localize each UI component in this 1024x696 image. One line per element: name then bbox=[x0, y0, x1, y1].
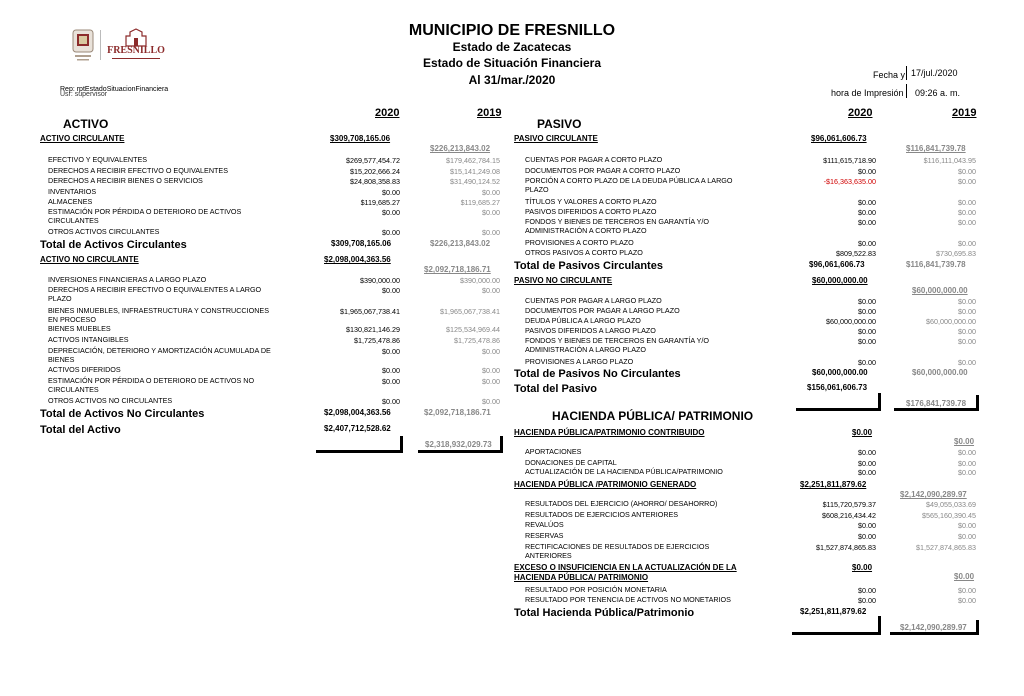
line-value-2020: $0.00 bbox=[382, 228, 400, 237]
hacienda-generado-2019: $2,142,090,289.97 bbox=[900, 490, 967, 499]
total-activo-2019-rule bbox=[418, 450, 502, 453]
fecha-label: Fecha y bbox=[873, 70, 906, 80]
line-label: ACTIVOS INTANGIBLES bbox=[48, 335, 129, 344]
line-value-2019: $0.00 bbox=[482, 228, 500, 237]
line-label: PASIVOS DIFERIDOS A CORTO PLAZO bbox=[525, 207, 657, 216]
line-value-2020: $269,577,454.72 bbox=[346, 156, 400, 165]
pasivo-year-2020: 2020 bbox=[848, 107, 873, 119]
estado-subtitle: Estado de Zacatecas bbox=[452, 40, 572, 54]
line-value-2020: $111,615,718.90 bbox=[823, 156, 876, 165]
line-value-2019: $0.00 bbox=[958, 177, 976, 186]
total-pasivo-2019: $176,841,739.78 bbox=[906, 399, 967, 408]
line-value-2020: $0.00 bbox=[382, 366, 400, 375]
total-hacienda-2019: $2,142,090,289.97 bbox=[900, 623, 967, 632]
total-pasivo-2020: $156,061,606.73 bbox=[807, 383, 868, 392]
line-value-2020: $0.00 bbox=[858, 586, 876, 595]
line-label: OTROS ACTIVOS NO CIRCULANTES bbox=[48, 396, 173, 405]
report-id: Rep: rptEstadoSituacionFinanciera bbox=[60, 86, 169, 93]
activo-circulante-2020: $309,708,165.06 bbox=[330, 134, 391, 143]
total-hacienda-2020-rule-side bbox=[878, 616, 881, 635]
line-label: PROVISIONES A LARGO PLAZO bbox=[525, 357, 634, 366]
pasivo-no-circulante-label: PASIVO NO CIRCULANTE bbox=[514, 276, 613, 285]
line-value-2019: $1,527,874,865.83 bbox=[916, 543, 976, 552]
line-label: FONDOS Y BIENES DE TERCEROS EN GARANTÍA Y/O ADMINISTRACIÓN A CORTO PLAZO bbox=[525, 217, 709, 235]
line-value-2019: $0.00 bbox=[958, 448, 976, 457]
fecha-value: 17/jul./2020 bbox=[911, 68, 958, 78]
line-value-2020: $0.00 bbox=[382, 377, 400, 386]
total-hacienda-2019-rule-side bbox=[976, 620, 979, 635]
line-value-2020: $390,000.00 bbox=[360, 276, 400, 285]
line-value-2019: $31,490,124.52 bbox=[450, 177, 500, 186]
pasivo-no-circulante-2020: $60,000,000.00 bbox=[812, 276, 868, 285]
line-value-2020: $15,202,666.24 bbox=[350, 167, 400, 176]
line-label: DEUDA PÚBLICA A LARGO PLAZO bbox=[525, 316, 641, 325]
line-value-2020: $0.00 bbox=[858, 459, 876, 468]
line-label: RESERVAS bbox=[525, 531, 564, 540]
total-pasivos-circulantes-label: Total de Pasivos Circulantes bbox=[514, 260, 663, 272]
line-label: RESULTADOS DEL EJERCICIO (AHORRO/ DESAHORRO) bbox=[525, 499, 718, 508]
line-value-2020: $1,725,478.86 bbox=[354, 336, 400, 345]
line-value-2020: $0.00 bbox=[382, 397, 400, 406]
municipio-title: MUNICIPIO DE FRESNILLO bbox=[408, 22, 616, 39]
activo-year-2020: 2020 bbox=[375, 107, 400, 119]
line-value-2020: $0.00 bbox=[858, 596, 876, 605]
line-value-2019: $0.00 bbox=[482, 366, 500, 375]
line-value-2019: $0.00 bbox=[482, 208, 500, 217]
total-activos-circulantes-label: Total de Activos Circulantes bbox=[40, 239, 187, 251]
line-value-2019: $0.00 bbox=[958, 307, 976, 316]
line-value-2019: $15,141,249.08 bbox=[450, 167, 500, 176]
line-label: PASIVOS DIFERIDOS A LARGO PLAZO bbox=[525, 326, 656, 335]
total-pasivos-no-circulantes-2020: $60,000,000.00 bbox=[812, 368, 868, 377]
line-value-2019: $0.00 bbox=[958, 297, 976, 306]
pasivo-circulante-label: PASIVO CIRCULANTE bbox=[514, 134, 598, 143]
line-value-2019: $0.00 bbox=[958, 218, 976, 227]
total-activo-2019: $2,318,932,029.73 bbox=[425, 440, 492, 449]
line-label: FONDOS Y BIENES DE TERCEROS EN GARANTÍA Y/O ADMINISTRACIÓN A LARGO PLAZO bbox=[525, 336, 709, 354]
total-pasivo-2019-rule bbox=[894, 408, 978, 411]
report-title: Estado de Situación Financiera bbox=[422, 56, 602, 70]
hora-label: hora de Impresión bbox=[831, 88, 904, 98]
total-pasivos-no-circulantes-label: Total de Pasivos No Circulantes bbox=[514, 368, 681, 380]
total-pasivo-2019-rule-side bbox=[976, 395, 979, 411]
line-label: CUENTAS POR PAGAR A LARGO PLAZO bbox=[525, 296, 662, 305]
line-label: PROVISIONES A CORTO PLAZO bbox=[525, 238, 634, 247]
line-value-2019: $0.00 bbox=[482, 377, 500, 386]
line-value-2020: $0.00 bbox=[382, 188, 400, 197]
line-value-2019: $0.00 bbox=[958, 532, 976, 541]
line-value-2019: $0.00 bbox=[958, 521, 976, 530]
line-value-2019: $0.00 bbox=[958, 198, 976, 207]
line-value-2019: $565,160,390.45 bbox=[922, 511, 976, 520]
hacienda-exceso-label: EXCESO O INSUFICIENCIA EN LA ACTUALIZACIÓN DE LA HACIENDA PÚBLICA/ PATRIMONIO bbox=[514, 563, 737, 582]
line-value-2019: $0.00 bbox=[482, 347, 500, 356]
line-label: OTROS ACTIVOS CIRCULANTES bbox=[48, 227, 160, 236]
line-label: ESTIMACIÓN POR PÉRDIDA O DETERIORO DE ACTIVOS NO CIRCULANTES bbox=[48, 376, 255, 394]
activo-no-circulante-2019: $2,092,718,186.71 bbox=[424, 265, 491, 274]
line-value-2020: $0.00 bbox=[858, 167, 876, 176]
line-value-2020: $1,527,874,865.83 bbox=[816, 543, 876, 552]
line-value-2020: $0.00 bbox=[858, 218, 876, 227]
total-pasivo-label: Total del Pasivo bbox=[514, 383, 597, 395]
line-value-2020: $0.00 bbox=[382, 286, 400, 295]
total-pasivos-circulantes-2020: $96,061,606.73 bbox=[809, 260, 865, 269]
hacienda-contribuido-2020: $0.00 bbox=[852, 428, 873, 437]
line-value-2019: $0.00 bbox=[958, 586, 976, 595]
line-value-2020: $24,808,358.83 bbox=[350, 177, 400, 186]
line-value-2020: $0.00 bbox=[858, 337, 876, 346]
line-value-2020: $130,821,146.29 bbox=[346, 325, 400, 334]
total-hacienda-2020: $2,251,811,879.62 bbox=[800, 607, 867, 616]
activo-no-circulante-2020: $2,098,004,363.56 bbox=[324, 255, 391, 264]
line-value-2020: $0.00 bbox=[382, 347, 400, 356]
line-value-2019: $0.00 bbox=[958, 239, 976, 248]
line-label: RESULTADO POR TENENCIA DE ACTIVOS NO MONETARIOS bbox=[525, 595, 731, 604]
line-value-2019: $0.00 bbox=[958, 208, 976, 217]
line-label: ACTIVOS DIFERIDOS bbox=[48, 365, 121, 374]
line-label: DERECHOS A RECIBIR BIENES O SERVICIOS bbox=[48, 176, 203, 185]
line-label: BIENES MUEBLES bbox=[48, 324, 111, 333]
total-pasivo-2020-rule bbox=[796, 408, 880, 411]
hacienda-contribuido-2019: $0.00 bbox=[954, 437, 975, 446]
line-value-2020: $0.00 bbox=[858, 521, 876, 530]
line-value-2020: $0.00 bbox=[858, 239, 876, 248]
line-value-2019: $0.00 bbox=[958, 358, 976, 367]
line-value-2019: $0.00 bbox=[958, 327, 976, 336]
line-value-2020: $0.00 bbox=[858, 358, 876, 367]
total-activo-label: Total del Activo bbox=[40, 424, 121, 436]
line-label: RESULTADOS DE EJERCICIOS ANTERIORES bbox=[525, 510, 679, 519]
total-hacienda-2020-rule bbox=[792, 632, 880, 635]
line-value-2019: $49,055,033.69 bbox=[926, 500, 976, 509]
total-activo-2020-rule-side bbox=[400, 436, 403, 453]
pasivo-circulante-2020: $96,061,606.73 bbox=[811, 134, 867, 143]
total-hacienda-label: Total Hacienda Pública/Patrimonio bbox=[514, 607, 695, 619]
line-value-2019: $730,695.83 bbox=[936, 249, 976, 258]
line-value-2020: $608,216,434.42 bbox=[822, 511, 876, 520]
total-activos-no-circulantes-2020: $2,098,004,363.56 bbox=[324, 408, 391, 417]
hacienda-exceso-2020: $0.00 bbox=[852, 563, 873, 572]
fecha-divider bbox=[906, 66, 907, 80]
line-value-2019: $0.00 bbox=[482, 188, 500, 197]
line-label: ALMACENES bbox=[48, 197, 93, 206]
line-value-2020: $115,720,579.37 bbox=[822, 500, 876, 509]
pasivo-circulante-2019: $116,841,739.78 bbox=[906, 144, 966, 153]
line-label: ESTIMACIÓN POR PÉRDIDA O DETERIORO DE ACTIVOS CIRCULANTES bbox=[48, 207, 242, 225]
total-hacienda-2019-rule bbox=[890, 632, 978, 635]
line-value-2019: $1,725,478.86 bbox=[454, 336, 500, 345]
logo-text: FRESNILLO bbox=[107, 45, 165, 56]
total-activos-no-circulantes-label: Total de Activos No Circulantes bbox=[40, 408, 205, 420]
line-value-2019: $0.00 bbox=[958, 167, 976, 176]
line-label: OTROS PASIVOS A CORTO PLAZO bbox=[525, 248, 643, 257]
line-value-2019: $1,965,067,738.41 bbox=[440, 307, 500, 316]
line-value-2019: $179,462,784.15 bbox=[446, 156, 500, 165]
line-label: TÍTULOS Y VALORES A CORTO PLAZO bbox=[525, 197, 657, 206]
line-label: REVALÚOS bbox=[525, 520, 564, 529]
line-value-2020: $0.00 bbox=[858, 307, 876, 316]
line-label: APORTACIONES bbox=[525, 447, 582, 456]
line-value-2020: $0.00 bbox=[858, 532, 876, 541]
hacienda-contribuido-label: HACIENDA PÚBLICA/PATRIMONIO CONTRIBUIDO bbox=[514, 428, 705, 437]
line-label: INVERSIONES FINANCIERAS A LARGO PLAZO bbox=[48, 275, 207, 284]
pasivo-heading: PASIVO bbox=[537, 117, 582, 131]
total-activo-2019-rule-side bbox=[500, 436, 503, 453]
line-label: INVENTARIOS bbox=[48, 187, 97, 196]
pasivo-no-circulante-2019: $60,000,000.00 bbox=[912, 286, 968, 295]
hacienda-generado-label: HACIENDA PÚBLICA /PATRIMONIO GENERADO bbox=[514, 480, 697, 489]
line-label: DONACIONES DE CAPITAL bbox=[525, 458, 617, 467]
activo-heading: ACTIVO bbox=[63, 117, 109, 131]
activo-year-2019: 2019 bbox=[477, 107, 502, 119]
activo-circulante-2019: $226,213,843.02 bbox=[430, 144, 491, 153]
pasivo-year-2019: 2019 bbox=[952, 107, 977, 119]
hora-divider bbox=[906, 84, 907, 98]
line-label: PORCIÓN A CORTO PLAZO DE LA DEUDA PÚBLICA A LARGO PLAZO bbox=[525, 176, 733, 194]
total-activo-2020: $2,407,712,528.62 bbox=[324, 424, 391, 433]
line-value-2020: $119,685.27 bbox=[360, 198, 400, 207]
hacienda-exceso-2019: $0.00 bbox=[954, 572, 975, 581]
line-value-2019: $119,685.27 bbox=[460, 198, 500, 207]
line-value-2020: $0.00 bbox=[858, 208, 876, 217]
line-value-2020: $0.00 bbox=[858, 297, 876, 306]
activo-no-circulante-label: ACTIVO NO CIRCULANTE bbox=[40, 255, 139, 264]
line-value-2020: $0.00 bbox=[858, 448, 876, 457]
line-label: CUENTAS POR PAGAR A CORTO PLAZO bbox=[525, 155, 663, 164]
line-value-2020: $0.00 bbox=[858, 327, 876, 336]
total-activo-2020-rule bbox=[316, 450, 402, 453]
report-user: Usr: supervisor bbox=[60, 91, 108, 98]
line-value-2019: $0.00 bbox=[958, 459, 976, 468]
line-value-2020: $809,522.83 bbox=[836, 249, 876, 258]
line-value-2019: $116,111,043.95 bbox=[923, 156, 976, 165]
activo-circulante-label: ACTIVO CIRCULANTE bbox=[40, 134, 125, 143]
line-label: DOCUMENTOS POR PAGAR A CORTO PLAZO bbox=[525, 166, 681, 175]
line-value-2019: $125,534,969.44 bbox=[446, 325, 500, 334]
line-label: DERECHOS A RECIBIR EFECTIVO O EQUIVALENTES A LARGO PLAZO bbox=[48, 285, 262, 303]
line-label: DERECHOS A RECIBIR EFECTIVO O EQUIVALENTES bbox=[48, 166, 228, 175]
line-value-2019: $0.00 bbox=[482, 397, 500, 406]
line-value-2019: $390,000.00 bbox=[460, 276, 500, 285]
hora-value: 09:26 a. m. bbox=[915, 88, 961, 98]
line-value-2019: $0.00 bbox=[958, 468, 976, 477]
total-activos-circulantes-2019: $226,213,843.02 bbox=[430, 239, 491, 248]
line-value-2020: -$16,363,635.00 bbox=[823, 177, 876, 186]
line-value-2020: $1,965,067,738.41 bbox=[340, 307, 400, 316]
line-label: DEPRECIACIÓN, DETERIORO Y AMORTIZACIÓN ACUMULADA DE BIENES bbox=[48, 346, 271, 364]
total-activos-circulantes-2020: $309,708,165.06 bbox=[331, 239, 392, 248]
line-value-2019: $0.00 bbox=[958, 337, 976, 346]
total-pasivos-circulantes-2019: $116,841,739.78 bbox=[906, 260, 966, 269]
line-value-2019: $60,000,000.00 bbox=[926, 317, 976, 326]
line-label: DOCUMENTOS POR PAGAR A LARGO PLAZO bbox=[525, 306, 680, 315]
line-value-2020: $60,000,000.00 bbox=[826, 317, 876, 326]
line-value-2019: $0.00 bbox=[958, 596, 976, 605]
line-value-2020: $0.00 bbox=[858, 468, 876, 477]
line-value-2020: $0.00 bbox=[858, 198, 876, 207]
total-activos-no-circulantes-2019: $2,092,718,186.71 bbox=[424, 408, 491, 417]
report-date: Al 31/mar./2020 bbox=[468, 73, 556, 87]
line-label: RECTIFICACIONES DE RESULTADOS DE EJERCICIOS ANTERIORES bbox=[525, 542, 710, 560]
line-value-2019: $0.00 bbox=[482, 286, 500, 295]
total-pasivo-2020-rule-side bbox=[878, 393, 881, 411]
hacienda-heading: HACIENDA PÚBLICA/ PATRIMONIO bbox=[552, 409, 754, 423]
line-label: EFECTIVO Y EQUIVALENTES bbox=[48, 155, 148, 164]
line-label: BIENES INMUEBLES, INFRAESTRUCTURA Y CONSTRUCCIONES EN PROCESO bbox=[48, 306, 269, 324]
total-pasivos-no-circulantes-2019: $60,000,000.00 bbox=[912, 368, 968, 377]
line-label: RESULTADO POR POSICIÓN MONETARIA bbox=[525, 585, 667, 594]
line-label: ACTUALIZACIÓN DE LA HACIENDA PÚBLICA/PATRIMONIO bbox=[525, 467, 723, 476]
hacienda-generado-2020: $2,251,811,879.62 bbox=[800, 480, 867, 489]
line-value-2020: $0.00 bbox=[382, 208, 400, 217]
